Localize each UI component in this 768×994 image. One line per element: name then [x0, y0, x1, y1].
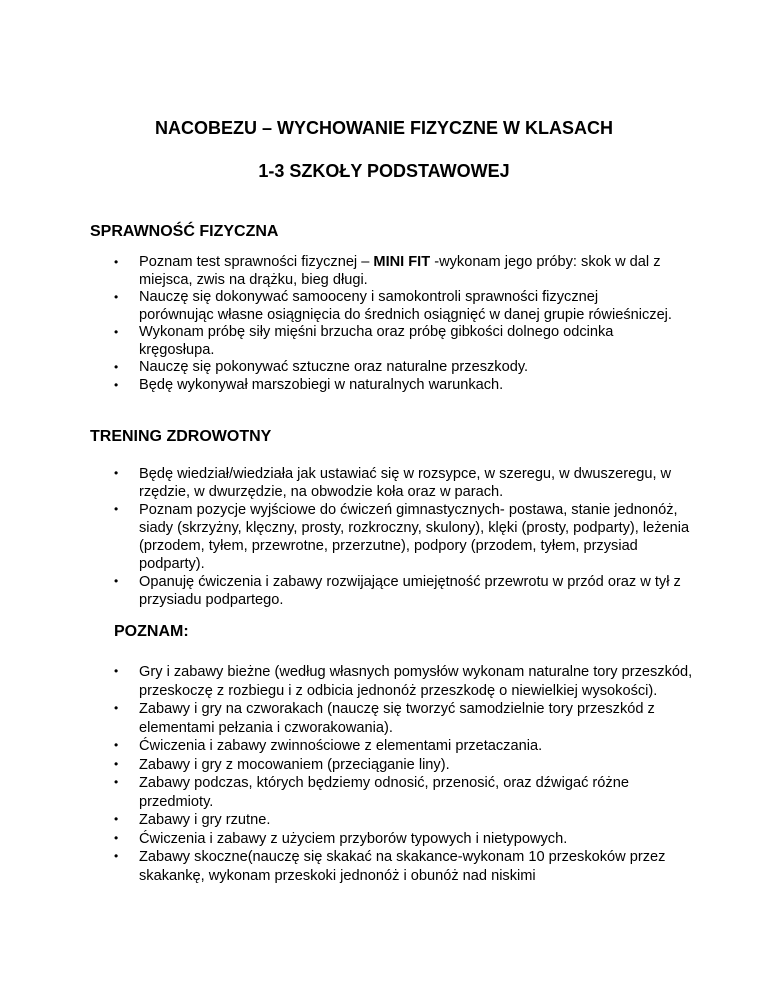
list-poznam	[114, 663, 694, 885]
list-item	[114, 848, 694, 885]
bullet-icon: •	[114, 255, 119, 269]
bullet-icon: •	[114, 502, 119, 516]
mini-fit-label: MINI FIT	[373, 254, 431, 270]
bullet-icon: •	[114, 756, 119, 771]
list-item-text: Ćwiczenia i zabawy z użyciem przyborów typowych i nietypowych.	[139, 830, 568, 847]
section-heading-poznam: POZNAM:	[114, 623, 189, 640]
bullet-icon: •	[114, 812, 119, 826]
list-item	[114, 830, 694, 849]
list-item	[114, 465, 694, 501]
bullet-icon: •	[114, 574, 119, 588]
list-item-text: Gry i zabawy bieżne (według własnych pomysłów wykonam naturalne tory przeszkód, przeskoczę z rozbiegu i z odbicia jednonóż przeszkodę o niewielkiej wysokości).	[139, 664, 693, 699]
list-item	[114, 254, 674, 289]
list-item-text-part: -wykonam jego próby: skok w dal z miejsca, zwis na drążku, bieg długi.	[139, 254, 661, 288]
bullet-icon: •	[114, 290, 119, 304]
document-title-line-2: 1-3 SZKOŁY PODSTAWOWEJ	[258, 161, 510, 181]
list-item-text: Wykonam próbę siły mięśni brzucha oraz próbę gibkości dolnego odcinka kręgosłupa.	[139, 324, 614, 358]
document-title-line-1: NACOBEZU – WYCHOWANIE FIZYCZNE W KLASACH	[155, 118, 613, 138]
list-item	[114, 700, 694, 737]
list-item	[114, 359, 674, 377]
list-item-text: Zabawy skoczne(nauczę się skakać na skakance-wykonam 10 przeskoków przez skakankę, wykonam przeskoki jednonóż i obunóż nad niskimi	[139, 849, 666, 884]
list-item	[114, 377, 674, 395]
list-item-text: Nauczę się pokonywać sztuczne oraz naturalne przeszkody.	[139, 359, 529, 375]
section-heading-sprawnosc: SPRAWNOŚĆ FIZYCZNA	[90, 223, 279, 240]
bullet-icon: •	[114, 466, 119, 480]
bullet-icon: •	[114, 325, 119, 339]
list-item	[114, 663, 694, 700]
bullet-icon: •	[114, 664, 119, 678]
list-item-text: Będę wykonywał marszobiegi w naturalnych warunkach.	[139, 376, 504, 393]
list-item-text: Poznam pozycje wyjściowe do ćwiczeń gimnastycznych- postawa, stanie jednonóż, siady (skrzyżny, klęczny, prosty, rozkroczny, skulony), klęki (prosty, podparty), leżenia (przodem, tyłem, przewrotne, przerzutne), podpory (przodem, tyłem, przysiad podparty).	[139, 502, 690, 572]
bullet-icon: •	[114, 775, 119, 789]
bullet-icon: •	[114, 830, 119, 845]
list-item	[114, 289, 674, 324]
list-item	[114, 774, 694, 811]
bullet-icon: •	[114, 738, 119, 752]
list-item-text: Zabawy podczas, których będziemy odnosić, przenosić, oraz dźwigać różne przedmioty.	[139, 775, 629, 810]
list-item-text: Ćwiczenia i zabawy zwinnościowe z elementami przetaczania.	[139, 738, 543, 754]
list-trening	[114, 465, 694, 609]
section-heading-trening: TRENING ZDROWOTNY	[90, 428, 272, 445]
list-item-text-part: Poznam test sprawności fizycznej –	[139, 254, 374, 270]
list-item	[114, 573, 694, 609]
list-item-text: Zabawy i gry rzutne.	[139, 812, 271, 828]
list-item	[114, 324, 674, 359]
list-item-text: Zabawy i gry z mocowaniem (przeciąganie liny).	[139, 756, 450, 773]
list-item-text: Będę wiedział/wiedziała jak ustawiać się w rozsypce, w szeregu, w dwuszeregu, w rzędzie, w dwurzędzie, na obwodzie koła oraz w parach.	[139, 466, 672, 500]
list-item	[114, 811, 694, 830]
bullet-icon: •	[114, 360, 119, 374]
bullet-icon: •	[114, 701, 119, 715]
bullet-icon: •	[114, 377, 119, 392]
list-item-text: Opanuję ćwiczenia i zabawy rozwijające umiejętność przewrotu w przód oraz w tył z przysiadu podpartego.	[139, 574, 681, 608]
list-item	[114, 501, 694, 573]
list-item-text: Zabawy i gry na czworakach (nauczę się tworzyć samodzielnie tory przeszkód z elementami pełzania i czworakowania).	[139, 701, 655, 736]
bullet-icon: •	[114, 849, 119, 863]
list-item-text: Nauczę się dokonywać samooceny i samokontroli sprawności fizycznej porównując własne osiągnięcia do średnich osiągnięć w danej grupie rówieśniczej.	[139, 289, 672, 323]
list-sprawnosc	[114, 254, 674, 394]
list-item	[114, 737, 694, 756]
list-item	[114, 756, 694, 775]
